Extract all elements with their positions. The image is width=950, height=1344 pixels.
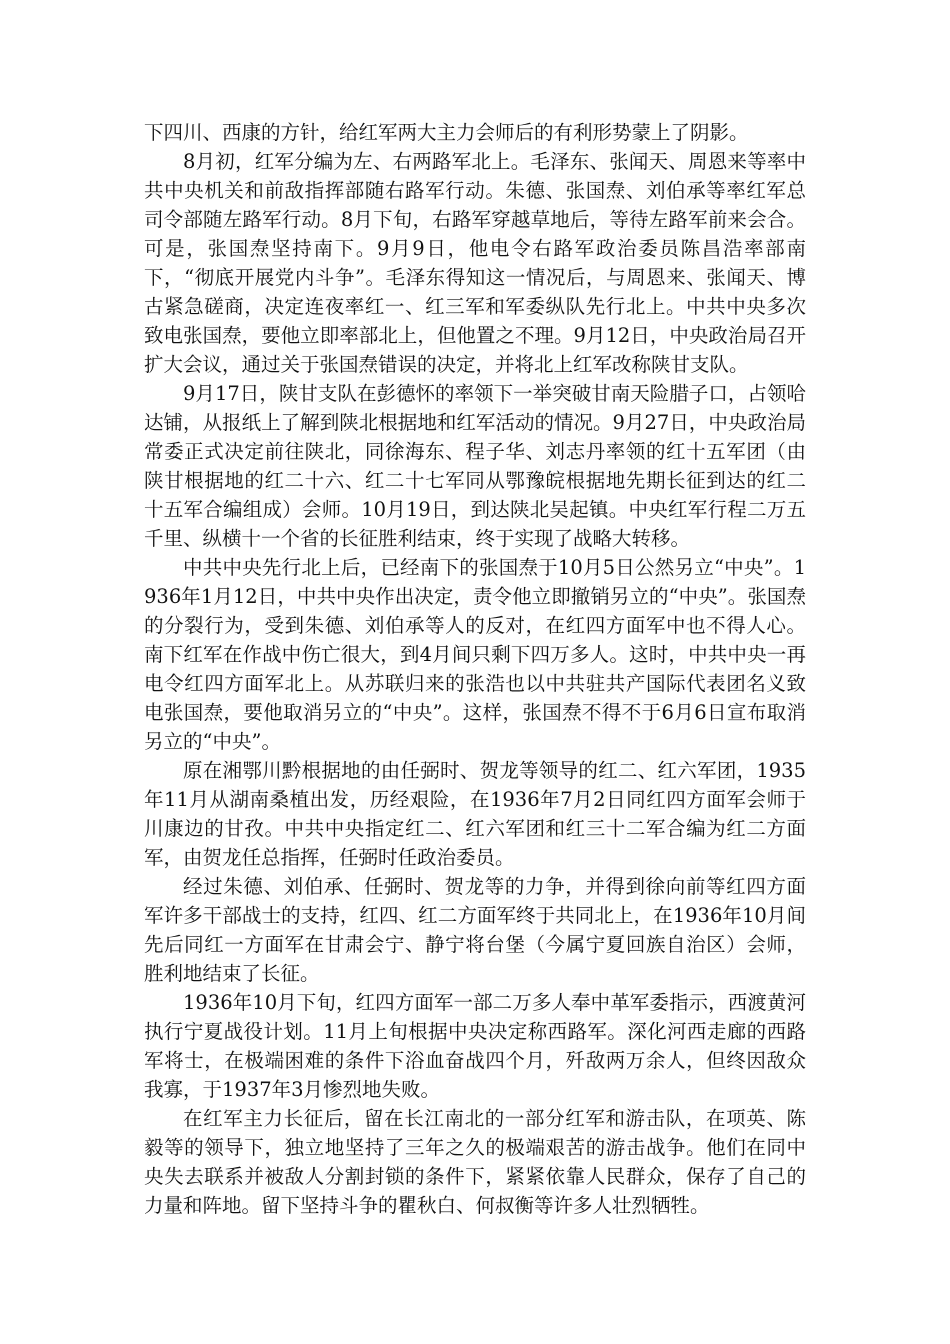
paragraph-continued: 下四川、西康的方针，给红军两大主力会师后的有利形势蒙上了阴影。 (144, 121, 749, 144)
paragraph: 在红军主力长征后，留在长江南北的一部分红军和游击队，在项英、陈毅等的领导下，独立地坚持了三年之久的极端艰苦的游击战争。他们在同中央失去联系并被敌人分割封锁的条件下，紧紧依靠人民群众，保存了自己的力量和阵地。留下坚持斗争的瞿秋白、何叔衡等许多人壮烈牺牲。 (144, 1107, 806, 1217)
paragraph: 1936年10月下旬，红四方面军一部二万多人奉中革军委指示，西渡黄河执行宁夏战役计划。11月上旬根据中央决定称西路军。深化河西走廊的西路军将士，在极端困难的条件下浴血奋战四个月，歼敌两万余人，但终因敌众我寡，于1937年3月惨烈地失败。 (144, 991, 806, 1101)
paragraph: 8月初，红军分编为左、右两路军北上。毛泽东、张闻天、周恩来等率中共中央机关和前敌指挥部随右路军行动。朱德、张国焘、刘伯承等率红军总司令部随左路军行动。8月下旬，右路军穿越草地后，等待左路军前来会合。可是，张国焘坚持南下。9月9日，他电令右路军政治委员陈昌浩率部南下，“彻底开展党内斗争”。毛泽东得知这一情况后，与周恩来、张闻天、博古紧急磋商，决定连夜率红一、红三军和军委纵队先行北上。中共中央多次致电张国焘，要他立即率部北上，但他置之不理。9月12日，中央政治局召开扩大会议，通过关于张国焘错误的决定，并将北上红军改称陕甘支队。 (144, 150, 806, 376)
paragraph: 9月17日，陕甘支队在彭德怀的率领下一举突破甘南天险腊子口，占领哈达铺，从报纸上了解到陕北根据地和红军活动的情况。9月27日，中央政治局常委正式决定前往陕北，同徐海东、程子华、刘志丹率领的红十五军团（由陕甘根据地的红二十六、红二十七军同从鄂豫皖根据地先期长征到达的红二十五军合编组成）会师。10月19日，到达陕北吴起镇。中央红军行程二万五千里、纵横十一个省的长征胜利结束，终于实现了战略大转移。 (144, 382, 806, 550)
paragraph: 原在湘鄂川黔根据地的由任弼时、贺龙等领导的红二、红六军团，1935年11月从湖南桑植出发，历经艰险，在1936年7月2日同红四方面军会师于川康边的甘孜。中共中央指定红二、红六军团和红三十二军合编为红二方面军，由贺龙任总指挥，任弼时任政治委员。 (144, 759, 806, 869)
paragraph: 经过朱德、刘伯承、任弼时、贺龙等的力争，并得到徐向前等红四方面军许多干部战士的支持，红四、红二方面军终于共同北上，在1936年10月间先后同红一方面军在甘肃会宁、静宁将台堡（今属宁夏回族自治区）会师，胜利地结束了长征。 (144, 875, 806, 985)
paragraph: 中共中央先行北上后，已经南下的张国焘于10月5日公然另立“中央”。1936年1月12日，中共中央作出决定，责令他立即撤销另立的“中央”。张国焘的分裂行为，受到朱德、刘伯承等人的反对，在红四方面军中也不得人心。南下红军在作战中伤亡很大，到4月间只剩下四万多人。这时，中共中央一再电令红四方面军北上。从苏联归来的张浩也以中共驻共产国际代表团名义致电张国焘，要他取消另立的“中央”。这样，张国焘不得不于6月6日宣布取消另立的“中央”。 (144, 556, 806, 753)
body-text (144, 118, 806, 1220)
